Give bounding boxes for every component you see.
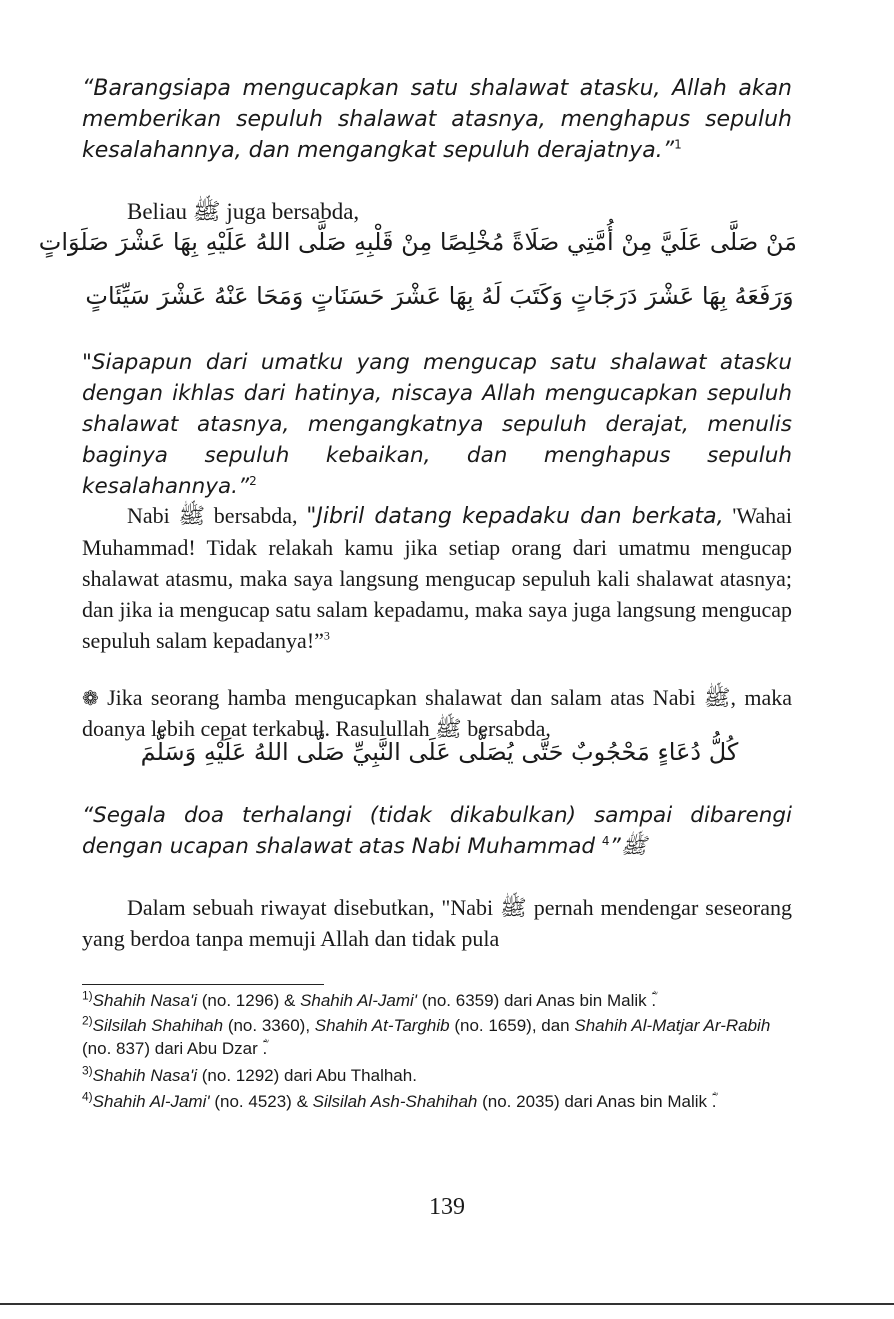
fleuron-icon: ❁ [82,688,99,710]
bottom-border [0,1303,894,1305]
arabic-hadith-2: كُلُّ دُعَاءٍ مَحْجُوبٌ حَتَّى يُصَلَّى عَلَى النَّبِيِّ صَلَّى اللهُ عَلَيْهِ وَسَلَّمَ [140,738,739,766]
footnote-4: $^{4)}$Shahih Al-Jami' (no. 4523) & Silsilah Ash-Shahihah (no. 2035) dari Anas bin Malik ؓ. [82,1089,717,1111]
arabic-hadith-1-line-2: وَرَفَعَهُ بِهَا عَشْرَ دَرَجَاتٍ وَكَتَبَ لَهُ بِهَا عَشْرَ حَسَنَاتٍ وَمَحَا عَنْهُ عَشْرَ سَيِّئَاتٍ [85,282,794,310]
footnote-divider [82,984,324,985]
page-number: 139 [429,1194,465,1220]
quote-3: “Segala doa terhalangi (tidak dikabulkan) sampai dibarengi dengan ucapan shalawat atas Nabi Muhammad ﷺ”$^4$ [82,803,792,859]
footnote-3: $^{3)}$Shahih Nasa'i (no. 1292) dari Abu Thalhah. [82,1063,417,1085]
arabic-hadith-1-line-1: مَنْ صَلَّى عَلَيَّ مِنْ أُمَّتِي صَلَاةً مُخْلِصًا مِنْ قَلْبِهِ صَلَّى اللهُ عَلَيْهِ بِهَا عَشْرَ صَلَوَاتٍ [38,228,797,256]
paragraph-doa: ❁ Jika seorang hamba mengucapkan shalawat dan salam atas Nabi ﷺ, maka doanya lebih cepat terkabul. Rasulullah ﷺ bersabda, [82,685,792,741]
footnote-ref-4: 4 [601,833,610,848]
footnote-ref-1: 1 [674,137,682,152]
quote-2: "Siapapun dari umatku yang mengucap satu shalawat atasku dengan ikhlas dari hatinya, niscaya Allah mengucapkan sepuluh shalawat atasnya, mengangkatnya sepuluh derajat, menulis baginya sepuluh kebaikan, dan menghapus sepuluh kesalahannya.”$^2$ [82,350,792,499]
beliau-line: Beliau ﷺ juga bersabda, [127,199,360,224]
footnote-2: $^{2)}$Silsilah Shahihah (no. 3360), Shahih At-Targhib (no. 1659), dan Shahih Al-Matjar Ar-Rabih (no. 837) dari Abu Dzar ؓ. [82,1013,771,1058]
footnote-ref-3: 3 [323,628,330,643]
paragraph-jibril: Nabi ﷺ bersabda, "Jibril datang kepadaku dan berkata, 'Wahai Muhammad! Tidak relakah kamu jika setiap orang dari umatmu mengucap shalawat atasmu, maka saya langsung mengucap sepuluh kali shalawat atasnya; dan jika ia mengucap satu salam kepadamu, maka saya juga langsung mengucap sepuluh salam kepadanya!”$^3$ [82,503,793,653]
paragraph-riwayat: Dalam sebuah riwayat disebutkan, "Nabi ﷺ pernah mendengar seseorang yang berdoa tanpa memuji Allah dan tidak pula [82,895,792,951]
footnote-ref-2: 2 [249,473,257,488]
quote-1: “Barangsiapa mengucapkan satu shalawat atasku, Allah akan memberikan sepuluh shalawat atasnya, menghapus sepuluh kesalahannya, dan mengangkat sepuluh derajatnya.”$^1$ [82,76,792,163]
footnote-1: $^{1)}$Shahih Nasa'i (no. 1296) & Shahih Al-Jami' (no. 6359) dari Anas bin Malik ؓ. [82,988,657,1010]
